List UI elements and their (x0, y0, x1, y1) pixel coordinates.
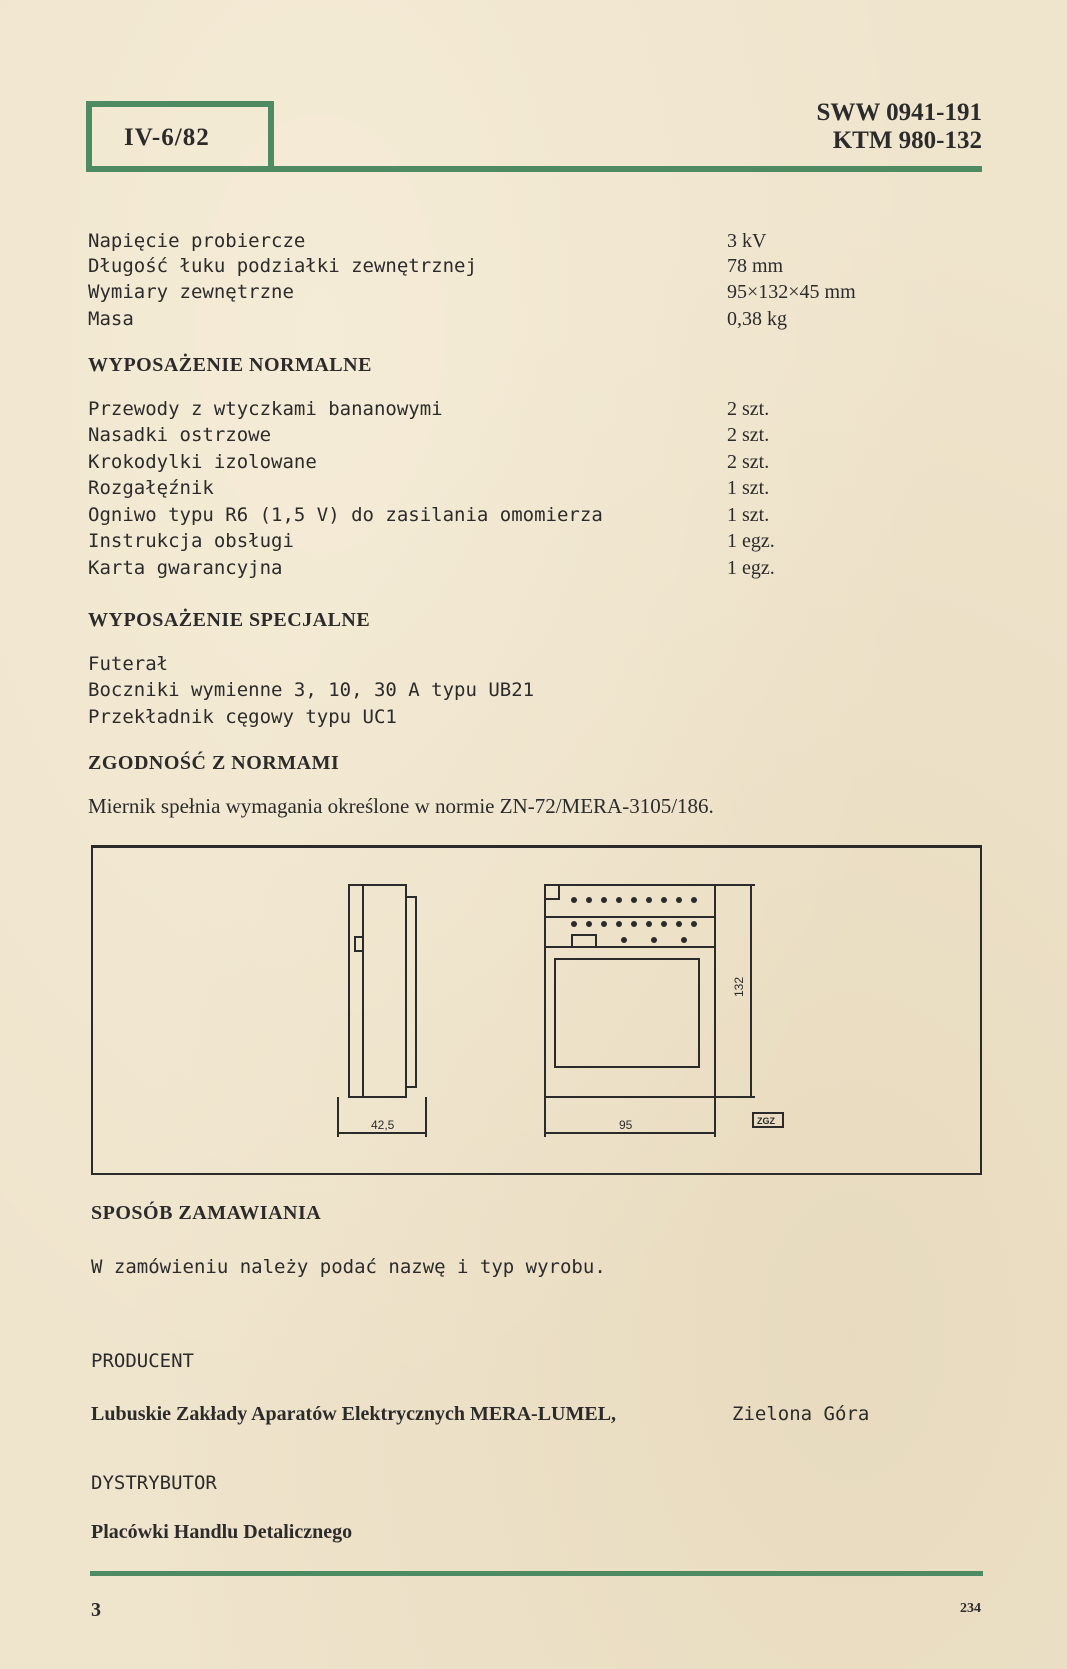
depth-dimension-label: 42,5 (371, 1118, 395, 1132)
equipment-item: Przewody z wtyczkami bananowymi (88, 398, 443, 420)
special-item: Przekładnik cęgowy typu UC1 (88, 706, 397, 728)
equipment-item: Karta gwarancyjna (88, 557, 283, 579)
spec-value: 78 mm (727, 255, 784, 277)
footer-rule (90, 1571, 983, 1576)
distributor-name: Placówki Handlu Detalicznego (91, 1521, 353, 1543)
meter-dimension-drawing (93, 847, 980, 1173)
spec-value: 95×132×45 mm (727, 281, 856, 303)
spec-label: Napięcie probiercze (88, 230, 306, 252)
equipment-item: Nasadki ostrzowe (88, 424, 272, 446)
technical-drawing-frame (91, 845, 982, 1175)
producer-heading: PRODUCENT (91, 1350, 194, 1372)
compliance-heading: ZGODNOŚĆ Z NORMAMI (88, 752, 340, 774)
spec-label: Długość łuku podziałki zewnętrznej (88, 255, 477, 277)
equipment-quantity: 2 szt. (727, 398, 770, 420)
special-item: Futerał (88, 653, 169, 675)
equipment-quantity: 2 szt. (727, 424, 770, 446)
header-rule (86, 166, 982, 172)
producer-city: Zielona Góra (732, 1403, 870, 1425)
page-number: 3 (91, 1599, 101, 1621)
ordering-heading: SPOSÓB ZAMAWIANIA (91, 1202, 322, 1224)
sww-reference: SWW 0941-191 (816, 99, 982, 126)
equipment-item: Krokodylki izolowane (88, 451, 317, 473)
equipment-quantity: 1 egz. (727, 557, 775, 579)
ktm-reference: KTM 980-132 (832, 127, 982, 154)
factory-stamp: ZGZ (757, 1116, 775, 1126)
sheet-number: 234 (960, 1601, 981, 1616)
spec-label: Wymiary zewnętrzne (88, 281, 294, 303)
spec-value: 0,38 kg (727, 308, 787, 330)
equipment-item: Rozgałęźnik (88, 477, 214, 499)
spec-value: 3 kV (727, 230, 767, 252)
equipment-quantity: 2 szt. (727, 451, 770, 473)
special-equipment-heading: WYPOSAŻENIE SPECJALNE (88, 609, 371, 631)
equipment-quantity: 1 szt. (727, 504, 770, 526)
document-code: IV-6/82 (124, 124, 210, 151)
compliance-text: Miernik spełnia wymagania określone w normie ZN-72/MERA-3105/186. (88, 794, 714, 818)
ordering-text: W zamówieniu należy podać nazwę i typ wyrobu. (91, 1256, 606, 1278)
equipment-quantity: 1 egz. (727, 530, 775, 552)
standard-equipment-heading: WYPOSAŻENIE NORMALNE (88, 354, 372, 376)
equipment-item: Instrukcja obsługi (88, 530, 294, 552)
distributor-heading: DYSTRYBUTOR (91, 1472, 217, 1494)
spec-label: Masa (88, 308, 134, 330)
width-dimension-label: 95 (619, 1118, 633, 1132)
equipment-quantity: 1 szt. (727, 477, 770, 499)
height-dimension-label: 132 (732, 976, 746, 997)
equipment-item: Ogniwo typu R6 (1,5 V) do zasilania omomierza (88, 504, 603, 526)
special-item: Boczniki wymienne 3, 10, 30 A typu UB21 (88, 679, 535, 701)
producer-name: Lubuskie Zakłady Aparatów Elektrycznych MERA-LUMEL, (91, 1403, 617, 1425)
